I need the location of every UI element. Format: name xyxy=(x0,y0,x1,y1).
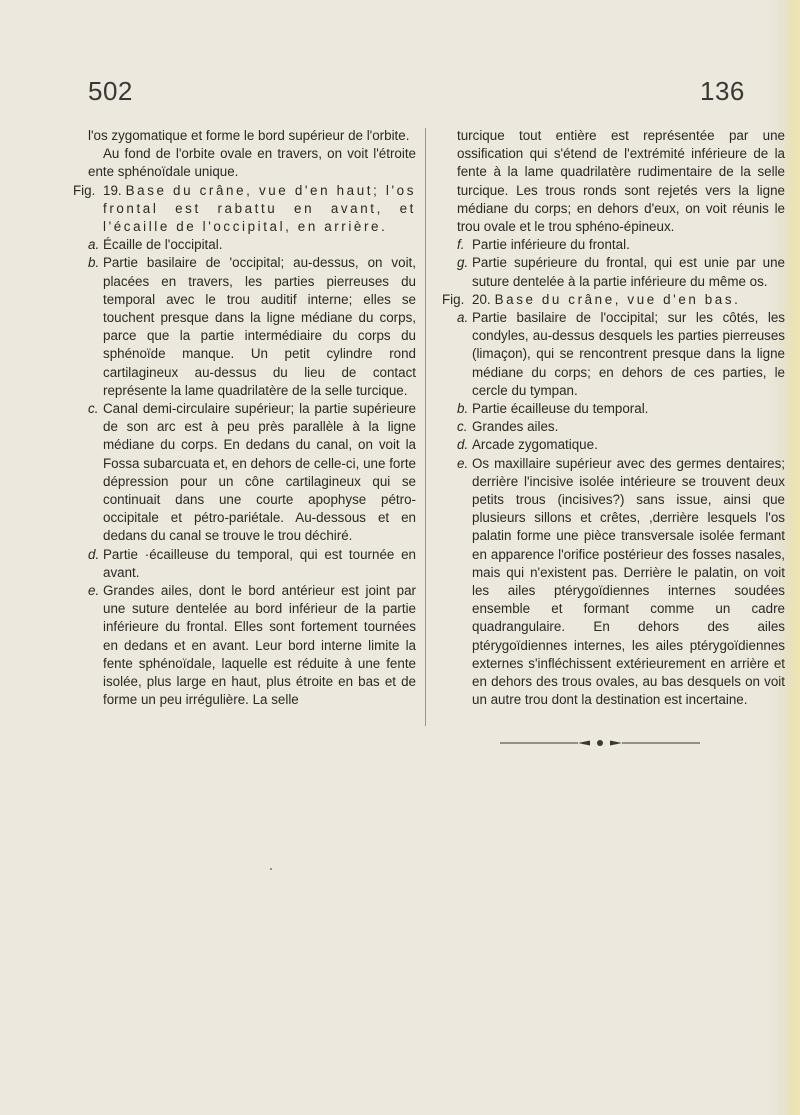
legend-text: Grandes ailes, dont le bord antérieur est joint par une suture dentelée au bord inférieur de la partie inférieure du frontal. Elles sont fortement tournées en dedans et en avant. Leur bord interne limite la fente sphénoïdale, laquelle est réduite à une fente isolée, plus large en haut, plus étroite en bas et de forme un peu irrégulière. La selle xyxy=(103,583,416,708)
legend-mark: g. xyxy=(457,255,469,271)
legend-item xyxy=(88,546,416,582)
legend-mark: a. xyxy=(88,237,100,253)
legend-text: Arcade zygomatique. xyxy=(472,437,598,453)
legend-item xyxy=(457,418,785,436)
legend-mark: f. xyxy=(457,237,465,253)
legend-item xyxy=(457,436,785,454)
fig-title: Base du crâne, vue d'en bas. xyxy=(494,291,741,307)
legend-item xyxy=(88,400,416,546)
legend-mark: c. xyxy=(88,401,99,417)
fig-number: 20. xyxy=(472,291,491,307)
figure-19-caption xyxy=(73,182,416,237)
legend-text: Partie écailleuse du temporal. xyxy=(472,401,649,417)
legend-text: Canal demi-circulaire supérieur; la partie supérieure de son arc est à peu près parallèle à la ligne médiane du corps. En dedans du canal, on voit la Fossa subarcuata et, en dehors de celle-ci, une forte dépression pour un cône cartilagineux qui se continuait dans une courte apophyse pétro-occipitale et pétro-pariétale. Au-dessous et en dedans du canal se trouve le trou déchiré. xyxy=(103,401,416,544)
legend-mark: a. xyxy=(457,310,469,326)
legend-mark: b. xyxy=(88,255,100,271)
end-ornament xyxy=(500,738,700,748)
legend-mark: c. xyxy=(457,419,468,435)
legend-text: Partie ·écailleuse du temporal, qui est tournée en avant. xyxy=(103,546,416,580)
left-column xyxy=(73,127,416,710)
paragraph-continued: turcique tout entière est représentée par une ossification qui s'étend de l'extrémité inférieure de la fente à la lame quadrilatère rudimentaire de la selle turcique. Les trous ronds sont rejetés vers la ligne médiane du corps; en dehors d'eux, on voit réunis le trou ovale et le trou sphéno-épineux. xyxy=(457,128,785,235)
legend-item xyxy=(457,254,785,290)
legend-text: Grandes ailes. xyxy=(472,419,559,435)
legend-item xyxy=(88,582,416,709)
legend-text: Partie inférieure du frontal. xyxy=(472,237,630,253)
page-number-right: 136 xyxy=(700,76,745,106)
legend-mark: b. xyxy=(457,401,469,417)
legend-item xyxy=(88,236,416,254)
legend-mark: d. xyxy=(88,546,100,562)
legend-text: Os maxillaire supérieur avec des germes dentaires; derrière l'incisive isolée intérieure se trouvent deux petits trous (incisives?) sans issue, ainsi que plusieurs sillons et crêtes, ,derrière lesquels l'os palatin forme une pièce transversale isolée fermant en apparence l'orifice postérieur des fosses nasales, mais qui n'existent pas. Derrière le palatin, on voit les ailes ptérygoïdiennes internes soudées ensemble et formant comme un cadre quadrangulaire. En dehors des ailes ptérygoïdiennes internes, les ailes ptérygoïdiennes externes s'infléchissent extérieurement en arrière et en dehors des trous ovales, au bas desquels on voit un autre trou dont la destination est incertaine. xyxy=(472,455,785,708)
fig-prefix: Fig. xyxy=(442,291,465,307)
legend-mark: e. xyxy=(88,583,100,599)
figure-20-caption xyxy=(442,291,785,309)
fig-number: 19. xyxy=(103,182,122,198)
paper-speck xyxy=(270,868,272,870)
page-number-left: 502 xyxy=(88,76,133,106)
column-divider xyxy=(425,128,426,726)
legend-item xyxy=(457,400,785,418)
legend-mark: e. xyxy=(457,455,469,471)
fig-title: Base du crâne, vue d'en haut; l'os frontal est rabattu en avant, et l'écaille de l'occipital, en arrière. xyxy=(103,182,416,235)
legend-item xyxy=(88,254,416,400)
legend-text: Partie basilaire de 'occipital; au-dessus, on voit, placées en travers, les parties pierreuses du temporal avec le trou auditif interne; elles se touchent presque dans la ligne médiane du corps, parce que la partie intermédiaire du corps du sphénoïde manque. Un petit cylindre rond cartilagineux au-dessus du lieu de contact représente la lame quadrilatère de la selle turcique. xyxy=(103,255,416,398)
legend-text: Partie supérieure du frontal, qui est unie par une suture dentelée à la partie inférieure du même os. xyxy=(472,255,785,289)
fig-prefix: Fig. xyxy=(73,182,96,198)
legend-text: Partie basilaire de l'occipital; sur les côtés, les condyles, au-dessus desquels les parties pierreuses (limaçon), qui se rencontrent presque dans la ligne médiane du corps; en dehors de ces parties, le cercle du tympan. xyxy=(472,310,785,398)
legend-text: Écaille de l'occipital. xyxy=(103,237,223,253)
paragraph: Au fond de l'orbite ovale en travers, on voit l'étroite ente sphénoïdale unique. xyxy=(88,146,416,180)
legend-item xyxy=(457,309,785,400)
paragraph-continued: l'os zygomatique et forme le bord supérieur de l'orbite. xyxy=(88,128,410,143)
legend-item xyxy=(457,236,785,254)
right-column xyxy=(442,127,785,710)
legend-item xyxy=(457,455,785,710)
legend-mark: d. xyxy=(457,437,469,453)
